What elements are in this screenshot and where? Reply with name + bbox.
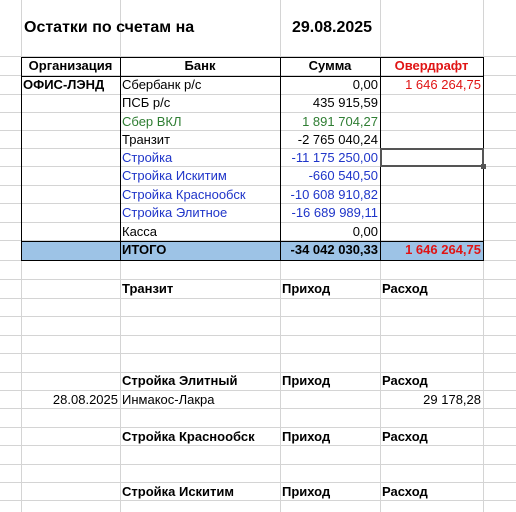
report-date[interactable]: 29.08.2025 [292, 19, 373, 36]
section-expense-header[interactable]: Расход [382, 484, 428, 499]
account-sum[interactable]: 435 915,59 [312, 95, 378, 110]
account-sum[interactable]: -11 175 250,00 [291, 150, 378, 165]
account-sum[interactable]: 0,00 [352, 224, 378, 239]
account-sum[interactable]: -10 608 910,82 [290, 187, 378, 202]
gridline [0, 464, 516, 465]
account-sum[interactable]: 0,00 [352, 77, 378, 92]
account-sum[interactable]: 1 891 704,27 [302, 114, 378, 129]
section-title[interactable]: Транзит [122, 281, 174, 296]
account-sum[interactable]: -660 540,50 [308, 168, 378, 183]
account-overdraft[interactable] [380, 131, 483, 149]
gridline [0, 260, 516, 261]
section-title[interactable]: Стройка Краснообск [122, 429, 255, 444]
section-income-header[interactable]: Приход [282, 281, 331, 296]
entry-name[interactable]: Инмакос-Лакра [122, 392, 215, 407]
column-header-bank[interactable]: Банк [184, 58, 216, 73]
org-name[interactable]: ОФИС-ЛЭНД [23, 77, 105, 92]
total-label[interactable]: ИТОГО [122, 242, 167, 257]
account-overdraft[interactable] [380, 204, 483, 222]
column-header-sum[interactable]: Сумма [308, 58, 352, 73]
account-bank[interactable]: Сбер ВКЛ [122, 114, 182, 129]
account-bank[interactable]: Стройка Искитим [122, 168, 227, 183]
account-sum[interactable]: -16 689 989,11 [291, 205, 378, 220]
fill-handle[interactable] [481, 164, 486, 169]
section-title[interactable]: Стройка Элитный [122, 373, 238, 388]
section-income-header[interactable]: Приход [282, 373, 331, 388]
section-expense-header[interactable]: Расход [382, 429, 428, 444]
account-sum[interactable]: -2 765 040,24 [297, 132, 378, 147]
report-title: Остатки по счетам на [24, 19, 195, 36]
account-bank[interactable]: Стройка Элитное [122, 205, 228, 220]
section-income-header[interactable]: Приход [282, 484, 331, 499]
section-expense-header[interactable]: Расход [382, 373, 428, 388]
account-overdraft[interactable] [380, 223, 483, 241]
entry-expense[interactable]: 29 178,28 [423, 392, 481, 407]
account-overdraft[interactable] [380, 94, 483, 112]
section-expense-header[interactable]: Расход [382, 281, 428, 296]
entry-date[interactable]: 28.08.2025 [52, 392, 118, 407]
column-header-overdraft[interactable]: Овердрафт [394, 58, 469, 73]
account-overdraft[interactable] [380, 113, 483, 131]
account-overdraft[interactable]: 1 646 264,75 [405, 77, 481, 92]
account-bank[interactable]: Стройка [122, 150, 173, 165]
account-bank[interactable]: Касса [122, 224, 158, 239]
account-bank[interactable]: Транзит [122, 132, 171, 147]
column-header-org[interactable]: Организация [28, 58, 113, 73]
section-title[interactable]: Стройка Искитим [122, 484, 235, 499]
gridline [0, 353, 516, 354]
account-overdraft[interactable] [380, 167, 483, 185]
gridline [0, 316, 516, 317]
account-bank[interactable]: ПСБ р/с [122, 95, 171, 110]
gridline [483, 0, 484, 512]
gridline [0, 335, 516, 336]
total-overdraft[interactable]: 1 646 264,75 [405, 242, 481, 257]
total-sum[interactable]: -34 042 030,33 [290, 242, 378, 257]
account-bank[interactable]: Сбербанк р/с [122, 77, 202, 92]
account-overdraft[interactable] [380, 186, 483, 204]
account-bank[interactable]: Стройка Краснообск [122, 187, 246, 202]
gridline [0, 298, 516, 299]
section-income-header[interactable]: Приход [282, 429, 331, 444]
selected-cell[interactable] [380, 148, 484, 167]
